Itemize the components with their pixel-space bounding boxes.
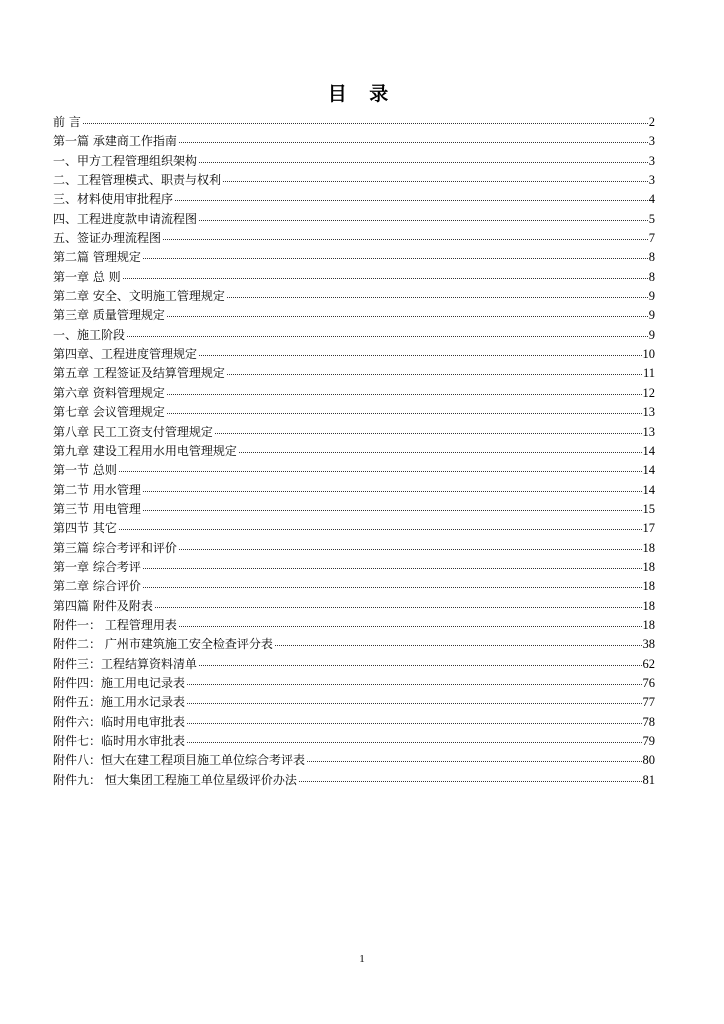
toc-entry-page-number: 18 bbox=[642, 617, 655, 632]
toc-entry-page-number: 5 bbox=[648, 211, 655, 226]
dot-leader bbox=[143, 490, 642, 492]
dot-leader bbox=[239, 451, 642, 453]
page-number: 1 bbox=[359, 953, 365, 965]
toc-entry-page-number: 62 bbox=[642, 656, 655, 671]
toc-entry-page-number: 14 bbox=[642, 482, 655, 497]
dot-leader bbox=[179, 141, 648, 143]
toc-entry[interactable] bbox=[53, 751, 655, 770]
toc-entry-label: 第八章 民工工资支付管理规定 bbox=[53, 424, 213, 439]
dot-leader bbox=[299, 780, 642, 782]
toc-entry-page-number: 18 bbox=[642, 579, 655, 594]
toc-entry[interactable] bbox=[53, 597, 655, 616]
toc-entry-page-number: 38 bbox=[642, 637, 655, 652]
dot-leader bbox=[179, 625, 642, 627]
toc-entry-page-number: 2 bbox=[648, 115, 655, 129]
toc-entry[interactable] bbox=[53, 132, 655, 151]
toc-entry-page-number: 8 bbox=[648, 250, 655, 265]
toc-entry-label: 第二节 用水管理 bbox=[53, 482, 141, 497]
toc-entry-page-number: 79 bbox=[642, 734, 655, 748]
toc-entry-page-number: 78 bbox=[642, 714, 655, 729]
toc-entry-page-number: 18 bbox=[642, 540, 655, 555]
toc-entry[interactable] bbox=[53, 713, 655, 732]
toc-entry[interactable] bbox=[53, 210, 655, 229]
dot-leader bbox=[167, 393, 642, 395]
dot-leader bbox=[123, 277, 648, 279]
toc-entry-label: 第四篇 附件及附表 bbox=[53, 598, 153, 613]
toc-entry[interactable] bbox=[53, 655, 655, 674]
toc-entry-label: 第三节 用电管理 bbox=[53, 501, 141, 516]
toc-entry-label: 前 言 bbox=[53, 115, 81, 129]
toc-entry[interactable] bbox=[53, 558, 655, 577]
toc-entry-label: 第二篇 管理规定 bbox=[53, 250, 141, 265]
toc-entry-label: 附件二： 广州市建筑施工安全检查评分表 bbox=[53, 637, 273, 652]
toc-entry-page-number: 13 bbox=[642, 405, 655, 420]
toc-entry-label: 第一篇 承建商工作指南 bbox=[53, 134, 177, 149]
toc-entry-label: 附件七：临时用水审批表 bbox=[53, 734, 186, 748]
toc-entry-label: 附件九： 恒大集团工程施工单位星级评价办法 bbox=[53, 772, 297, 787]
table-of-contents bbox=[53, 113, 655, 790]
toc-entry-label: 第九章 建设工程用水用电管理规定 bbox=[53, 443, 237, 458]
toc-entry-label: 第四节 其它 bbox=[53, 521, 117, 536]
toc-entry[interactable] bbox=[53, 152, 655, 171]
toc-entry-page-number: 12 bbox=[642, 385, 655, 400]
toc-entry-page-number: 80 bbox=[642, 753, 655, 768]
toc-entry-label: 第一章 总 则 bbox=[53, 269, 121, 284]
dot-leader bbox=[227, 373, 642, 375]
dot-leader bbox=[187, 702, 641, 704]
toc-entry[interactable] bbox=[53, 674, 655, 693]
toc-entry-page-number: 11 bbox=[642, 366, 655, 381]
toc-entry-label: 第七章 会议管理规定 bbox=[53, 405, 165, 420]
toc-entry[interactable] bbox=[53, 732, 655, 751]
toc-entry[interactable] bbox=[53, 190, 655, 209]
toc-entry[interactable] bbox=[53, 364, 655, 383]
toc-entry-page-number: 18 bbox=[642, 559, 655, 574]
dot-leader bbox=[83, 122, 648, 124]
toc-entry[interactable] bbox=[53, 519, 655, 538]
toc-entry-label: 一、施工阶段 bbox=[53, 327, 126, 342]
toc-entry-label: 第三篇 综合考评和评价 bbox=[53, 540, 177, 555]
toc-entry[interactable] bbox=[53, 635, 655, 654]
dot-leader bbox=[143, 509, 642, 511]
toc-entry-page-number: 9 bbox=[648, 327, 655, 342]
toc-entry-page-number: 9 bbox=[648, 308, 655, 323]
dot-leader bbox=[199, 219, 648, 221]
dot-leader bbox=[127, 335, 648, 337]
dot-leader bbox=[155, 606, 642, 608]
toc-entry-page-number: 14 bbox=[642, 463, 655, 478]
dot-leader bbox=[215, 432, 642, 434]
dot-leader bbox=[167, 412, 642, 414]
toc-entry[interactable] bbox=[53, 306, 655, 325]
toc-entry-page-number: 9 bbox=[648, 289, 655, 304]
toc-entry[interactable] bbox=[53, 500, 655, 519]
toc-entry[interactable] bbox=[53, 481, 655, 500]
dot-leader bbox=[187, 683, 641, 685]
dot-leader bbox=[199, 354, 641, 356]
toc-entry[interactable] bbox=[53, 403, 655, 422]
toc-entry-label: 附件八：恒大在建工程项目施工单位综合考评表 bbox=[53, 753, 306, 768]
toc-entry-page-number: 13 bbox=[642, 424, 655, 439]
toc-entry-label: 附件四：施工用电记录表 bbox=[53, 675, 186, 690]
toc-entry[interactable] bbox=[53, 229, 655, 248]
toc-entry[interactable] bbox=[53, 268, 655, 287]
toc-entry[interactable] bbox=[53, 384, 655, 403]
toc-entry-page-number: 10 bbox=[642, 347, 655, 362]
dot-leader bbox=[187, 722, 641, 724]
toc-entry-page-number: 77 bbox=[642, 695, 655, 710]
toc-entry-label: 附件一： 工程管理用表 bbox=[53, 617, 177, 632]
toc-entry-label: 第三章 质量管理规定 bbox=[53, 308, 165, 323]
toc-entry-label: 五、签证办理流程图 bbox=[53, 231, 162, 246]
toc-entry-label: 三、材料使用审批程序 bbox=[53, 192, 174, 207]
toc-entry[interactable] bbox=[53, 616, 655, 635]
toc-entry[interactable] bbox=[53, 248, 655, 267]
toc-entry-page-number: 15 bbox=[642, 501, 655, 516]
toc-entry-label: 附件五：施工用水记录表 bbox=[53, 695, 186, 710]
dot-leader bbox=[307, 760, 641, 762]
toc-entry-page-number: 4 bbox=[648, 192, 655, 207]
toc-entry-page-number: 3 bbox=[648, 153, 655, 168]
toc-entry[interactable] bbox=[53, 771, 655, 790]
toc-entry-page-number: 7 bbox=[648, 231, 655, 246]
toc-entry[interactable] bbox=[53, 539, 655, 558]
toc-entry[interactable] bbox=[53, 423, 655, 442]
toc-entry[interactable] bbox=[53, 171, 655, 190]
toc-entry-label: 第二章 综合评价 bbox=[53, 579, 141, 594]
toc-entry[interactable] bbox=[53, 345, 655, 364]
toc-entry-page-number: 81 bbox=[642, 772, 655, 787]
toc-entry-page-number: 17 bbox=[642, 521, 655, 536]
toc-entry-label: 二、工程管理模式、职责与权利 bbox=[53, 173, 222, 188]
dot-leader bbox=[199, 664, 641, 666]
dot-leader bbox=[275, 644, 642, 646]
toc-entry-page-number: 8 bbox=[648, 269, 655, 284]
toc-entry-page-number: 14 bbox=[642, 443, 655, 458]
toc-entry-label: 第一节 总则 bbox=[53, 463, 117, 478]
toc-entry[interactable] bbox=[53, 461, 655, 480]
toc-entry-label: 第二章 安全、文明施工管理规定 bbox=[53, 289, 225, 304]
toc-entry-label: 第六章 资料管理规定 bbox=[53, 385, 165, 400]
page-title: 目 录 bbox=[327, 83, 397, 105]
dot-leader bbox=[143, 586, 642, 588]
toc-entry[interactable] bbox=[53, 326, 655, 345]
dot-leader bbox=[119, 528, 642, 530]
toc-entry-label: 第五章 工程签证及结算管理规定 bbox=[53, 366, 225, 381]
toc-entry-label: 第一章 综合考评 bbox=[53, 559, 141, 574]
dot-leader bbox=[167, 315, 648, 317]
toc-entry-label: 四、工程进度款申请流程图 bbox=[53, 211, 198, 226]
toc-entry-label: 第四章、工程进度管理规定 bbox=[53, 347, 198, 362]
dot-leader bbox=[227, 296, 648, 298]
dot-leader bbox=[143, 567, 642, 569]
toc-entry-page-number: 76 bbox=[642, 675, 655, 690]
dot-leader bbox=[179, 548, 642, 550]
toc-entry-label: 一、甲方工程管理组织架构 bbox=[53, 153, 198, 168]
toc-entry-label: 附件三：工程结算资料清单 bbox=[53, 656, 198, 671]
toc-entry-page-number: 3 bbox=[648, 173, 655, 188]
toc-entry-page-number: 18 bbox=[642, 598, 655, 613]
toc-entry[interactable] bbox=[53, 113, 655, 132]
dot-leader bbox=[119, 470, 642, 472]
dot-leader bbox=[143, 257, 648, 259]
dot-leader bbox=[223, 180, 648, 182]
dot-leader bbox=[187, 741, 641, 743]
dot-leader bbox=[199, 161, 648, 163]
dot-leader bbox=[175, 199, 648, 201]
toc-entry[interactable] bbox=[53, 287, 655, 306]
toc-entry[interactable] bbox=[53, 577, 655, 596]
toc-entry[interactable] bbox=[53, 693, 655, 712]
toc-entry[interactable] bbox=[53, 442, 655, 461]
toc-entry-label: 附件六：临时用电审批表 bbox=[53, 714, 186, 729]
dot-leader bbox=[163, 238, 648, 240]
toc-entry-page-number: 3 bbox=[648, 134, 655, 149]
